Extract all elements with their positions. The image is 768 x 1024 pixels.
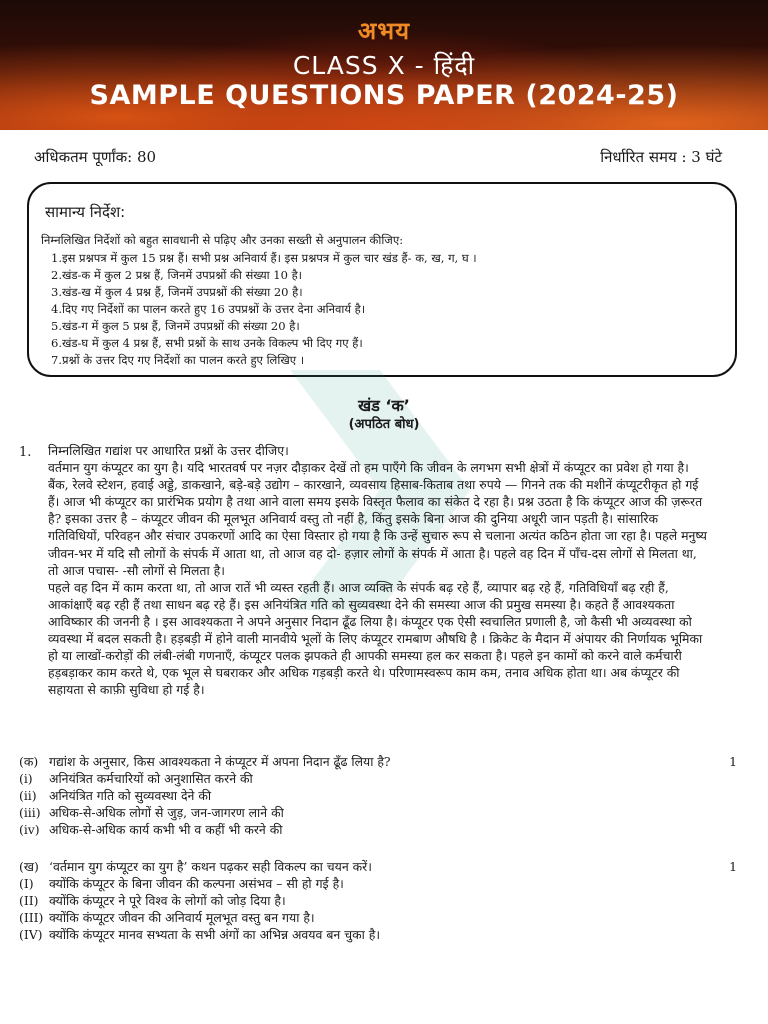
option-text: अधिक-से-अधिक लोगों से जुड़, जन-जागरण लाने की — [49, 805, 284, 820]
instruction-item: 4.दिए गए निर्देशों का पालन करते हुए 16 उपप्रश्नों के उत्तर देना अनिवार्य है। — [51, 302, 366, 316]
class-title: CLASS X - हिंदी — [292, 51, 476, 80]
paper-title: SAMPLE QUESTIONS PAPER (2024-25) — [89, 80, 679, 111]
section-subtitle: (अपठित बोध) — [348, 417, 420, 432]
instructions-box — [27, 182, 737, 377]
subquestion-text: गद्यांश के अनुसार, किस आवश्यकता ने कंप्यूटर में अपना निदान ढूँढ लिया है? — [49, 754, 391, 769]
option-label: (iv) — [19, 822, 40, 837]
instruction-item: 6.खंड-घ में कुल 4 प्रश्न हैं, सभी प्रश्नों के साथ उनके विकल्प भी दिए गए हैं। — [51, 336, 363, 350]
option-text: क्योंकि कंप्यूटर ने पूरे विश्व के लोगों को जोड़ दिया है। — [49, 893, 286, 908]
option-label: (IV) — [19, 927, 43, 942]
option — [19, 804, 739, 821]
subquestion-kha — [19, 858, 739, 943]
passage-paragraph: पहले वह दिन में काम करता था, तो आज रातें भी व्यस्त रहती हैं। आज व्यक्ति के संपर्क बढ़ रहे हैं, व्यापार बढ़ रहे हैं, गतिविधियाँ बढ़ रही हैं, आकांक्षाएँ बढ़ रही हैं तथा साधन बढ़ रहे हैं। इस अनियंत्रित गति को सुव्यवस्था देने की समस्या आज की प्रमुख समस्या है। कहते हैं आवश्यकता आविष्कार की जननी है । इस आवश्यकता ने अपने अनुसार निदान ढूँढ लिया है। कंप्यूटर एक ऐसी स्वचालित प्रणाली है, जो कैसी भी अव्यवस्था को व्यवस्था में बदल सकती है। हड़बड़ी में होने वाली मानवीये भूलों के लिए कंप्यूटर रामबाण औषधि है । क्रिकेट के मैदान में अंपायर की निर्णायक भूमिका हो या लाखों-करोड़ों की लंबी-लंबी गणनाएँ, कंप्यूटर पलक झपकते ही आपकी समस्या हल कर सकता है। पहले इन कामों को करने वाले कर्मचारी हड़बड़ाकर काम करते थे, एक भूल से घबराकर और अधिक गड़बड़ी करते थे। परिणामस्वरूप काम कम, तनाव अधिक होता था। अब कंप्यूटर की सहायता से काफ़ी सुविधा हो गई है। — [48, 579, 703, 698]
option-text: क्योंकि कंप्यूटर जीवन की अनिवार्य मूलभूत वस्तु बन गया है। — [49, 910, 315, 925]
instructions-heading: सामान्य निर्देश: — [45, 203, 126, 221]
option-text: क्योंकि कंप्यूटर मानव सभ्यता के सभी अंगों का अभिन्न अवयव बन चुका है। — [49, 927, 381, 942]
option-label: (III) — [19, 910, 44, 925]
question-prompt: निम्नलिखित गद्यांश पर आधारित प्रश्नों के उत्तर दीजिए। — [48, 443, 289, 458]
instruction-item: 3.खंड-ख में कुल 4 प्रश्न हैं, जिनमें उपप्रश्नों की संख्या 20 है। — [51, 285, 303, 299]
brand-logo: अभय — [357, 17, 411, 45]
header-banner — [0, 0, 768, 130]
instruction-item: 5.खंड-ग में कुल 5 प्रश्न हैं, जिनमें उपप्रश्नों की संख्या 20 है। — [51, 319, 300, 333]
option-text: अधिक-से-अधिक कार्य कभी भी व कहीं भी करने की — [49, 822, 283, 837]
option-text: अनियंत्रित गति को सुव्यवस्था देने की — [49, 788, 212, 803]
passage — [48, 442, 708, 698]
subquestion-marks: 1 — [729, 859, 737, 874]
subquestion-marks: 1 — [729, 754, 737, 769]
instruction-item: 1.इस प्रश्नपत्र में कुल 15 प्रश्न हैं। सभी प्रश्न अनिवार्य हैं। इस प्रश्नपत्र में कुल चार खंड हैं- क, ख, ग, घ । — [51, 251, 477, 265]
section-title: खंड ‘क’ — [358, 396, 410, 415]
max-marks: अधिकतम पूर्णांक: 80 — [34, 148, 157, 166]
instructions-intro: निम्नलिखित निर्देशों को बहुत सावधानी से पढ़िए और उनका सख्ती से अनुपालन कीजिए: — [41, 233, 404, 247]
option — [19, 875, 739, 892]
subquestion-label: (ख) — [19, 859, 39, 874]
option — [19, 892, 739, 909]
option-text: अनियंत्रित कर्मचारियों को अनुशासित करने की — [49, 771, 253, 786]
time-allowed: निर्धारित समय : 3 घंटे — [600, 148, 722, 166]
option — [19, 770, 739, 787]
instruction-item: 2.खंड-क में कुल 2 प्रश्न हैं, जिनमें उपप्रश्नों की संख्या 10 है। — [51, 268, 303, 282]
option-label: (ii) — [19, 788, 37, 803]
instruction-item: 7.प्रश्नों के उत्तर दिए गए निर्देशों का पालन करते हुए लिखिए । — [51, 353, 305, 367]
paper-meta — [34, 147, 722, 167]
option — [19, 821, 739, 838]
instructions-list — [41, 250, 723, 369]
question-number: 1. — [19, 445, 32, 460]
subquestion-text: ‘वर्तमान युग कंप्यूटर का युग है’ कथन पढ़कर सही विकल्प का चयन करें। — [49, 859, 372, 874]
option-text: क्योंकि कंप्यूटर के बिना जीवन की कल्पना असंभव – सी हो गई है। — [49, 876, 344, 891]
option-label: (I) — [19, 876, 34, 891]
option-label: (II) — [19, 893, 39, 908]
option — [19, 787, 739, 804]
option-label: (iii) — [19, 805, 41, 820]
subquestion-ka — [19, 753, 739, 838]
subquestion-label: (क) — [19, 754, 39, 769]
option — [19, 909, 739, 926]
option-label: (i) — [19, 771, 33, 786]
option — [19, 926, 739, 943]
passage-paragraph: वर्तमान युग कंप्यूटर का युग है। यदि भारतवर्ष पर नज़र दौड़ाकर देखें तो हम पाएँगे कि जीवन के लगभग सभी क्षेत्रों में कंप्यूटर का प्रवेश हो गया है। बैंक, रेलवे स्टेशन, हवाई अड्डे, डाकखाने, बड़े-बड़े उद्योग – कारखाने, व्यवसाय हिसाब-किताब तथा रुपये — गिनने तक की मशीनें कंप्यूटरीकृत हो गई हैं। आज भी कंप्यूटर का प्रारंभिक प्रयोग है तथा आने वाला समय इसके विस्तृत फैलाव का संकेत दे रहा है। प्रश्न उठता है कि कंप्यूटर आज की ज़रूरत है? इसका उत्तर है – कंप्यूटर जीवन की मूलभूत अनिवार्य वस्तु तो नहीं है, किंतु इसके बिना आज की दुनिया अधूरी जान पड़ती है। सांसारिक गतिविधियों, परिवहन और संचार उपकरणों आदि का ऐसा विस्तार हो गया है कि उन्हें सुचारु रूप से चलाना अत्यंत कठिन होता जा रहा है। पहले मनुष्य जीवन-भर में यदि सौ लोगों के संपर्क में आता था, तो आज वह दो- हज़ार लोगों के संपर्क में आता है। पहले वह दिन में पाँच-दस लोगों से मिलता था, तो आज पचास- -सौ लोगों से मिलता है। — [48, 460, 707, 578]
